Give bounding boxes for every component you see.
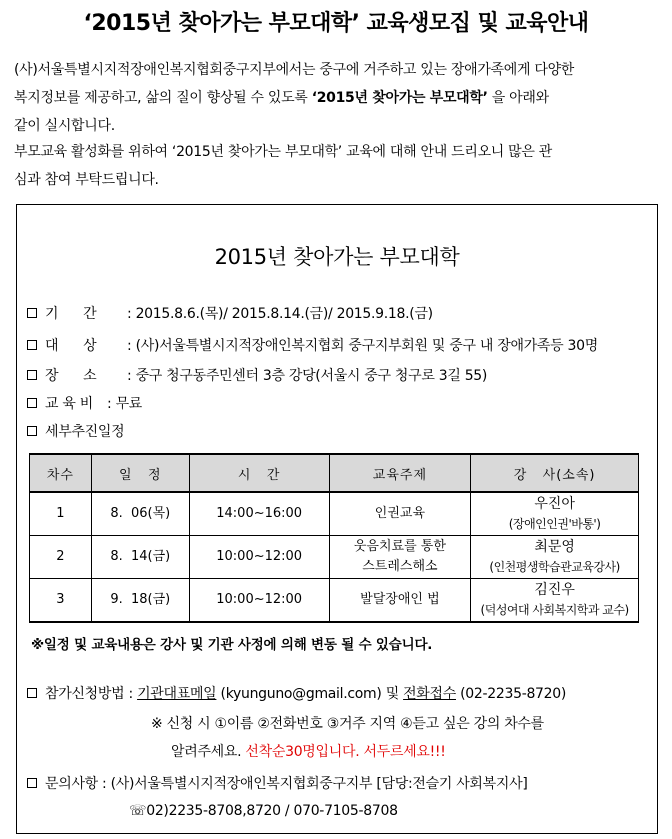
header-instructor: 강 사(소속)	[471, 454, 639, 492]
apply-instructions: ※ 신청 시 ①이름 ②전화번호 ③거주 지역 ④듣고 싶은 강의 차수를	[151, 716, 544, 732]
intro-line: (사)서울특별시지적장애인복지협회중구지부에서는 중구에 거주하고 있는 장애가족에게 다양한	[14, 62, 575, 78]
header-round: 차수	[30, 454, 92, 492]
checkbox-bullet-icon	[27, 778, 37, 788]
table-row	[30, 536, 639, 579]
info-fee: 교 육 비 : 무료	[27, 393, 142, 413]
info-target: 대 상 : (사)서울특별시지적장애인복지협회 중구지부회원 및 중구 내 장애가족등 30명	[27, 335, 598, 355]
cell-round: 1	[30, 492, 92, 536]
checkbox-bullet-icon	[27, 398, 37, 408]
cell-round: 2	[30, 536, 92, 579]
apply-phone-method: 전화접수	[403, 686, 456, 702]
program-box	[16, 204, 658, 834]
apply-email-method: 기관대표메일	[137, 686, 217, 702]
intro-line: 같이 실시합니다.	[14, 118, 115, 134]
cell-time: 10:00~12:00	[189, 579, 329, 623]
cell-instructor: 우진아 (장애인인권'바통')	[471, 492, 639, 536]
document-title: ‘2015년 찾아가는 부모대학’ 교육생모집 및 교육안내	[83, 11, 589, 36]
info-period: 기 간 : 2015.8.6.(목)/ 2015.8.14.(금)/ 2015.9.18.(금)	[27, 303, 433, 323]
checkbox-bullet-icon	[27, 340, 37, 350]
intro-paragraph-2	[14, 138, 662, 194]
header-date: 일 정	[91, 454, 189, 492]
header-time: 시 간	[189, 454, 329, 492]
contact-info: 문의사항 : (사)서울특별시지적장애인복지협회중구지부 [담당:전슬기 사회복지사]	[27, 773, 528, 793]
cell-date: 9. 18(금)	[91, 579, 189, 623]
cell-instructor: 김진우 (덕성여대 사회복지학과 교수)	[471, 579, 639, 623]
intro-paragraph-1	[14, 56, 662, 140]
checkbox-bullet-icon	[27, 308, 37, 318]
cell-date: 8. 14(금)	[91, 536, 189, 579]
event-name-bold: ‘2015년 찾아가는 부모대학’	[311, 90, 488, 106]
cell-topic: 인권교육	[329, 492, 471, 536]
checkbox-bullet-icon	[27, 688, 37, 698]
table-row	[30, 492, 639, 536]
info-place: 장 소 : 중구 청구동주민센터 3층 강당(서울시 중구 청구로 3길 55)	[27, 365, 487, 385]
intro-line: 심과 참여 부탁드립니다.	[14, 172, 159, 188]
table-header-row	[30, 454, 639, 492]
cell-instructor: 최문영 (인천평생학습관교육강사)	[471, 536, 639, 579]
checkbox-bullet-icon	[27, 370, 37, 380]
apply-deadline: 알려주세요. 선착순30명입니다. 서두르세요!!!	[171, 744, 446, 760]
intro-line: 부모교육 활성화를 위하여 ‘2015년 찾아가는 부모대학’ 교육에 대해 안내 드리오니 많은 관	[14, 144, 552, 160]
cell-time: 10:00~12:00	[189, 536, 329, 579]
info-schedule: 세부추진일정	[27, 421, 124, 441]
checkbox-bullet-icon	[27, 426, 37, 436]
header-topic: 교육주제	[329, 454, 471, 492]
first-come-notice: 선착순30명입니다. 서두르세요!!!	[245, 744, 446, 760]
cell-round: 3	[30, 579, 92, 623]
schedule-table	[29, 453, 639, 623]
cell-topic: 웃음치료를 통한 스트레스해소	[329, 536, 471, 579]
cell-time: 14:00~16:00	[189, 492, 329, 536]
schedule-notice: ※일정 및 교육내용은 강사 및 기관 사정에 의해 변동 될 수 있습니다.	[31, 637, 433, 653]
cell-topic: 발달장애인 법	[329, 579, 471, 623]
intro-line: 복지정보를 제공하고, 삶의 질이 향상될 수 있도록 ‘2015년 찾아가는 부모대학’ 을 아래와	[14, 90, 549, 106]
program-title: 2015년 찾아가는 부모대학	[214, 245, 460, 269]
cell-date: 8. 06(목)	[91, 492, 189, 536]
table-row	[30, 579, 639, 623]
apply-method: 참가신청방법 : 기관대표메일 (kyunguno@gmail.com) 및 전화접수 (02-2235-8720)	[27, 683, 566, 703]
contact-phones: ☏02)2235-8708,8720 / 070-7105-8708	[129, 803, 398, 819]
